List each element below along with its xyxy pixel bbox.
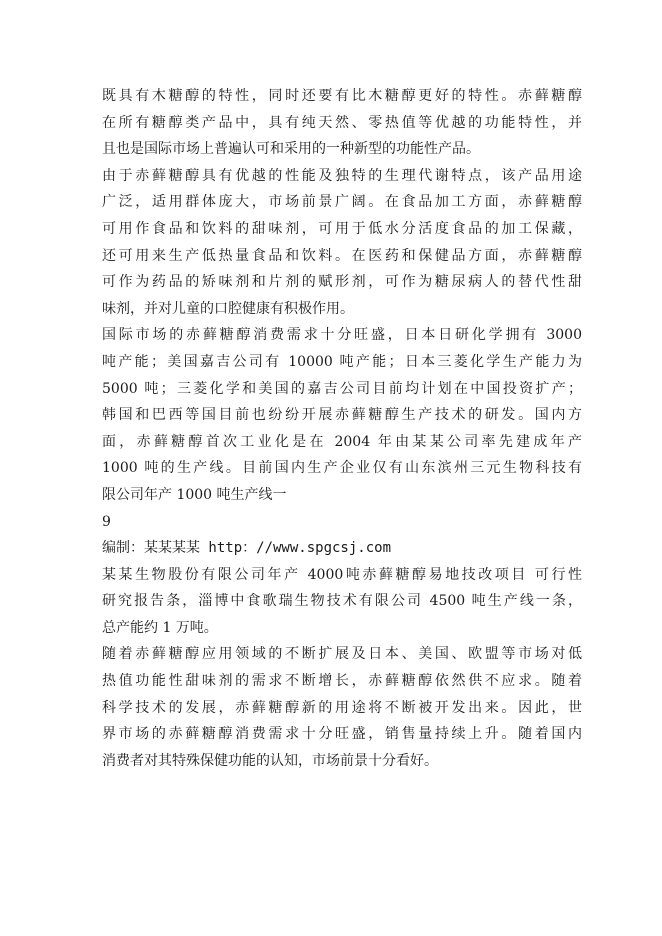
document-page (102, 83, 582, 774)
text-line: 可用作食品和饮料的甜味剂，可用于低水分活度食品的加工保藏， (102, 220, 582, 237)
text-line: 研究报告条，淄博中食歌瑞生物技术有限公司 4500 吨生产线一条， (102, 593, 582, 610)
paragraph-project (102, 562, 582, 642)
text-line: 国际市场的赤藓糖醇消费需求十分旺盛，日本日研化学拥有 3000 (102, 327, 582, 344)
text-line: 界市场的赤藓糖醇消费需求十分旺盛，销售量持续上升。随着国内 (102, 726, 582, 743)
text-line: 在所有糖醇类产品中，具有纯天然、零热值等优越的功能特性，并 (102, 114, 582, 131)
text-line: 面，赤藓糖醇首次工业化是在 2004 年由某某公司率先建成年产 (102, 433, 582, 450)
text-line: 1000 吨的生产线。目前国内生产企业仅有山东滨州三元生物科技有 (102, 460, 582, 477)
text-line: 味剂，并对儿童的口腔健康有积极作用。 (102, 300, 354, 317)
text-line: 广泛，适用群体庞大，市场前景广阔。在食品加工方面，赤藓糖醇 (102, 194, 582, 211)
text-line: 吨产能；美国嘉吉公司有 10000 吨产能；日本三菱化学生产能力为 (102, 353, 582, 370)
editor-line: 编制：某某某某 http：//www.spgcsj.com (102, 540, 392, 557)
text-line: 某某生物股份有限公司年产 4000吨赤藓糖醇易地技改项目 可行性 (102, 566, 582, 583)
text-line: 可作为药品的矫味剂和片剂的赋形剂，可作为糖尿病人的替代性甜 (102, 274, 582, 291)
text-line: 还可用来生产低热量食品和饮料。在医药和保健品方面，赤藓糖醇 (102, 247, 582, 264)
text-line: 科学技术的发展，赤藓糖醇新的用途将不断被开发出来。因此，世 (102, 699, 582, 716)
text-line: 5000 吨；三菱化学和美国的嘉吉公司目前均计划在中国投资扩产； (102, 380, 582, 397)
text-line: 总产能约 1 万吨。 (102, 619, 218, 636)
paragraph-outlook (102, 641, 582, 774)
text-line: 消费者对其特殊保健功能的认知，市场前景十分看好。 (102, 752, 438, 769)
paragraph-market-capacity (102, 322, 582, 508)
text-line: 热值功能性甜味剂的需求不断增长，赤藓糖醇依然供不应求。随着 (102, 673, 582, 690)
paragraph-properties (102, 83, 582, 163)
text-line: 且也是国际市场上普遍认可和采用的一种新型的功能性产品。 (102, 141, 480, 158)
text-line: 既具有木糖醇的特性，同时还要有比木糖醇更好的特性。赤藓糖醇 (102, 88, 582, 104)
text-line: 随着赤藓糖醇应用领域的不断扩展及日本、美国、欧盟等市场对低 (102, 646, 582, 663)
paragraph-applications (102, 163, 582, 323)
text-line: 韩国和巴西等国目前也纷纷开展赤藓糖醇生产技术的研发。国内方 (102, 407, 582, 424)
text-line: 由于赤藓糖醇具有优越的性能及独特的生理代谢特点，该产品用途 (102, 167, 582, 184)
page-number: 9 (102, 513, 111, 530)
text-line: 限公司年产 1000 吨生产线一 (102, 486, 287, 503)
